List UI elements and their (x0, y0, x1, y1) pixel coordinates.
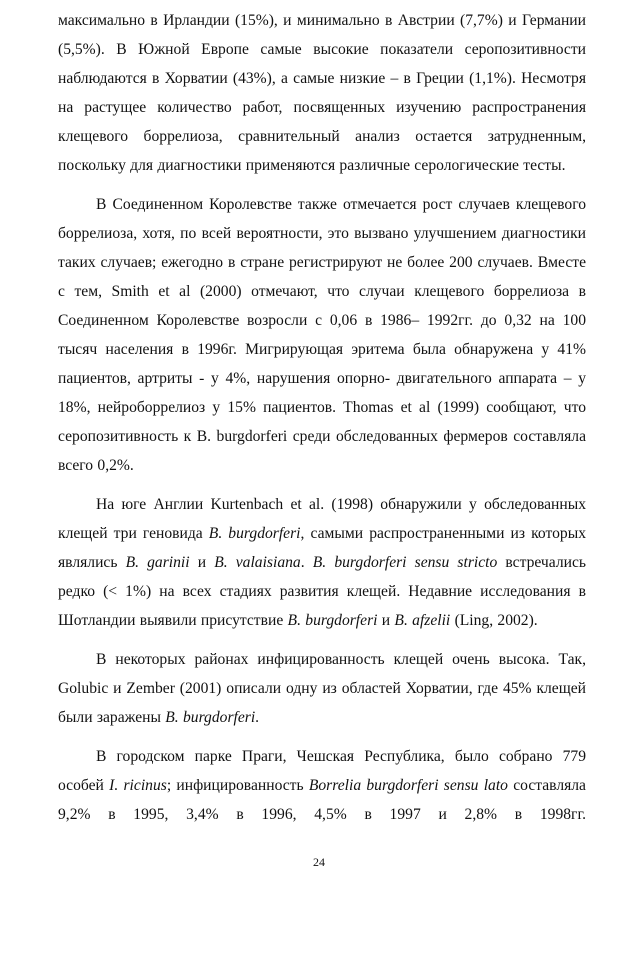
italic-term: I. ricinus (109, 777, 167, 794)
paragraph-3: На юге Англии Kurtenbach et al. (1998) обнаружили у обследованных клещей три геновида B. burgdorferi, самыми распространенными из которых являлись B. garinii и B. valaisiana. B. burgdorferi sensu stricto встречались редко (< 1%) на всех стадиях развития клещей. Недавние исследования в Шотландии выявили присутствие B. burgdorferi и B. afzelii (Ling, 2002). (58, 496, 586, 629)
paragraph-5: В городском парке Праги, Чешская Республика, было собрано 779 особей I. ricinus; инфицированность Borrelia burgdorferi sensu lato составляла 9,2% в 1995, 3,4% в 1996, 4,5% в 1997 и 2,8% в 1998гг. (58, 748, 586, 823)
italic-term: B. garinii (125, 554, 190, 571)
page-number: 24 (313, 855, 325, 869)
paragraph-2: В Соединенном Королевстве также отмечается рост случаев клещевого боррелиоза, хотя, по всей вероятности, это вызвано улучшением диагностики таких случаев; ежегодно в стране регистрируют не более 200 случаев. Вместе с тем, Smith et al (2000) отмечают, что случаи клещевого боррелиоза в Соединенном Королевстве возросли с 0,06 в 1986– 1992гг. до 0,32 на 100 тысяч населения в 1996г. Мигрирующая эритема была обнаружена у 41% пациентов, артриты - у 4%, нарушения опорно- двигательного аппарата – у 18%, нейроборрелиоз у 15% пациентов. Thomas et al (1999) сообщают, что серопозитивность к B. burgdorferi среди обследованных фермеров составляла всего 0,2%. (58, 196, 586, 474)
paragraph-4: В некоторых районах инфицированность клещей очень высока. Так, Golubic и Zember (2001) описали одну из областей Хорватии, где 45% клещей были заражены B. burgdorferi. (58, 651, 586, 726)
italic-term: B. afzelii (394, 612, 451, 629)
document-page (58, 6, 586, 839)
italic-term: B. burgdorferi (208, 525, 301, 542)
paragraph-1: максимально в Ирландии (15%), и минимально в Австрии (7,7%) и Германии (5,5%). В Южной Европе самые высокие показатели серопозитивности наблюдаются в Хорватии (43%), а самые низкие – в Греции (1,1%). Несмотря на растущее количество работ, посвященных изучению распространения клещевого боррелиоза, сравнительный анализ остается затрудненным, поскольку для диагностики применяются различные серологические тесты. (58, 12, 586, 174)
italic-term: B. burgdorferi sensu stricto (312, 554, 498, 571)
italic-term: Borrelia burgdorferi sensu lato (308, 777, 508, 794)
italic-term: B. burgdorferi (287, 612, 378, 629)
italic-term: B. burgdorferi (165, 709, 256, 726)
italic-term: B. valaisiana (214, 554, 301, 571)
